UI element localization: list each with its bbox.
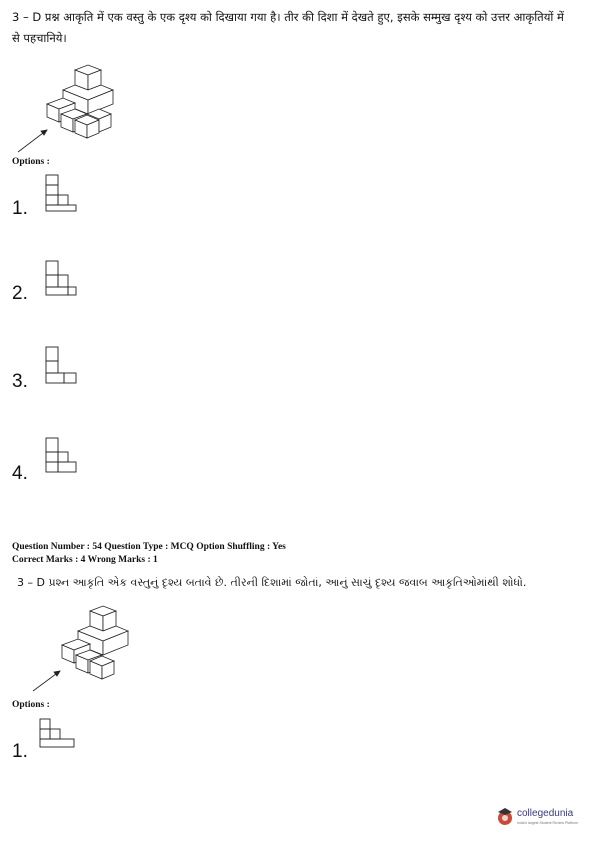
question-meta (12, 541, 572, 567)
option-number: 3. (12, 371, 28, 392)
question-text: 3 – D प्रश्न आकृति में एक वस्तु के एक दृश्य को दिखाया गया है। तीर की दिशा में देखते हुए, इसके सम्मुख दृश्य को उत्तर आकृतियों में से पहचानिये। (12, 10, 564, 45)
question-text: 3 – D પ્રશ્ન આકૃતિ એક વસ્તુનું દૃશ્ય બતાવે છે. તીરની દિશામાં જોતાં, આનું સાચું દૃશ્ય જવાબ આકૃતિઓમાંથી શોધો. (17, 576, 527, 589)
option-number: 1. (12, 198, 28, 219)
option-figure[interactable] (44, 436, 84, 478)
view-direction-arrow-icon (18, 130, 47, 152)
question-meta-line: Question Number : 54 Question Type : MCQ Option Shuffling : Yes (12, 542, 286, 552)
question-3d-figure (30, 603, 140, 698)
option-number: 2. (12, 283, 28, 304)
option-figure[interactable] (38, 717, 78, 757)
options-label: Options : (12, 700, 50, 710)
options-label: Options : (12, 157, 50, 167)
watermark-logo (496, 804, 592, 830)
question-meta-line: Correct Marks : 4 Wrong Marks : 1 (12, 555, 158, 565)
watermark-brand: collegedunia (517, 808, 574, 819)
option-number: 4. (12, 463, 28, 484)
view-direction-arrow-icon (33, 671, 60, 691)
question-3d-figure (15, 62, 125, 157)
watermark-tagline: India's largest Student Review Platform (517, 821, 578, 825)
option-figure[interactable] (44, 173, 84, 213)
graduation-cap-icon (496, 806, 514, 826)
option-figure[interactable] (44, 259, 84, 299)
option-number: 1. (12, 741, 28, 762)
option-figure[interactable] (44, 345, 84, 387)
